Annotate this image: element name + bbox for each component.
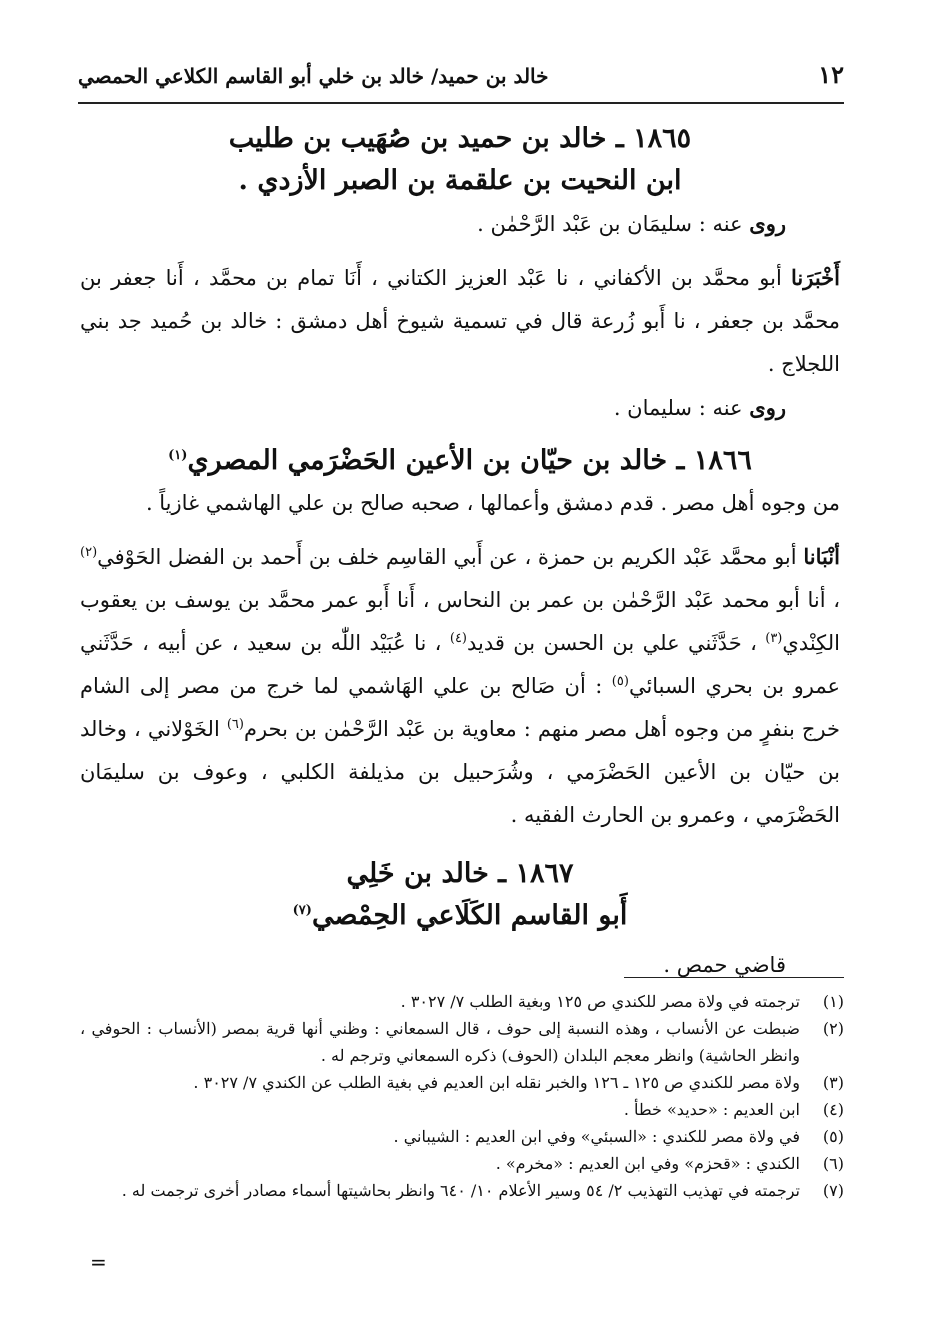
footnote <box>80 1015 844 1069</box>
footnote <box>80 988 844 1015</box>
entry-1867-text: قاضي حمص . <box>663 953 786 977</box>
isnad-label: أَخْبَرَنا <box>791 265 840 290</box>
narrated-label: روى <box>749 395 786 420</box>
page-number: ١٢ <box>818 60 844 89</box>
footnotes <box>80 988 844 1204</box>
footnote-ref: (٦) <box>226 717 244 732</box>
footnote-text: ترجمته في ولاة مصر للكندي ص ١٢٥ وبغية الطلب ٧/ ٣٠٢٧ . <box>400 992 800 1011</box>
entry-1866-title <box>80 440 840 482</box>
narrated-text: عنه : سليمان . <box>613 396 750 420</box>
narrated-text: عنه : سليمَان بن عَبْد الرَّحْمٰن . <box>477 212 750 236</box>
footnote-divider <box>624 977 844 978</box>
footnote-ref: (١) <box>168 448 188 463</box>
entry-1865-title-line1: ١٨٦٥ ـ خالد بن حميد بن صُهَيب بن طليب <box>228 123 692 154</box>
isnad-part: ، نا عُبَيْد اللّٰه بن سعيد ، عن أبيه ، حَدَّثَني عمرو بن بحري السبائي <box>80 631 841 698</box>
footnote-text: ترجمته في تهذيب التهذيب ٢/ ٥٤ وسير الأعلام ١٠/ ٦٤٠ وانظر بحاشيتها أسماء مصادر أخرى ترجمت له . <box>121 1181 800 1200</box>
isnad-part: ، حَدَّثَني علي بن الحسن بن قديد <box>467 631 766 655</box>
isnad-part: ، أنا أبو محمد عَبْد الرَّحْمٰن بن عمر بن النحاس ، أَنا أَبو عمر محمَّد بن يوسف بن يعقوب الكِنْدي <box>80 588 841 655</box>
isnad-text: أبو محمَّد بن الأكفاني ، نا عَبْد العزيز الكتاني ، أَنَا تمام بن محمَّد ، أَنا جعفر بن محمَّد بن جعفر ، نا أَبو زُرعة قال في تسمية شيوخ أهل دمشق : خالد بن حُميد جد بني اللجلاج . <box>80 266 840 376</box>
footnote-text: في ولاة مصر للكندي : «السبئي» وفي ابن العديم : الشيباني . <box>393 1127 800 1146</box>
footnote <box>80 1096 844 1123</box>
footnote-text: ولاة مصر للكندي ص ١٢٥ ـ ١٢٦ والخبر نقله ابن العديم في بغية الطلب عن الكندي ٧/ ٣٠٢٧ . <box>193 1073 800 1092</box>
footnote-number: (٥) <box>822 1127 844 1146</box>
isnad-part: أبو محمَّد عَبْد الكريم بن حمزة ، عن أَبي القاسِم خلف بن أَحمد بن الفضل الحَوْفي <box>97 545 804 569</box>
footnote <box>80 1069 844 1096</box>
footnote-ref: (٧) <box>292 903 312 918</box>
footnote-number: (١) <box>822 992 844 1011</box>
entry-1865-narrated-2 <box>80 386 786 430</box>
isnad-part: : أن صَالح بن علي الهَاشمي لما خرج من مصر إلى الشام خرج بنفرٍ من وجوه أهل مصر منهم : معاوية بن عَبْد الرَّحْمٰن بن بحرم <box>80 674 840 741</box>
footnote <box>80 1177 844 1204</box>
entry-1866-isnad <box>80 535 840 837</box>
footnote-ref: (٣) <box>765 631 783 646</box>
narrated-label: روى <box>749 211 786 236</box>
footnote-ref: (٤) <box>449 631 467 646</box>
footnote-number: (٢) <box>822 1019 844 1038</box>
footnote-text: الكندي : «قحزم» وفي ابن العديم : «مخرم» . <box>495 1154 800 1173</box>
footnote <box>80 1123 844 1150</box>
entry-1867-title-line1: ١٨٦٧ ـ خالد بن خَلِي <box>346 858 574 889</box>
footnote-number: (٦) <box>822 1154 844 1173</box>
footnote <box>80 1150 844 1177</box>
entry-1867-title-line2 <box>80 895 840 937</box>
footnote-text: ابن العديم : «حديد» خطأ . <box>623 1100 800 1119</box>
footnote-ref: (٢) <box>80 545 98 560</box>
entry-1866-title-text: ١٨٦٦ ـ خالد بن حيّان بن الأعين الحَضْرَمي المصري <box>187 445 752 476</box>
entry-1865-title-line2: ابن النحيت بن علقمة بن الصبر الأزدي . <box>238 165 682 196</box>
page-content <box>80 118 840 985</box>
isnad-part: الخَوْلاني ، وخالد بن حيّان بن الأعين الحَضْرَمي ، وشُرَحبيل بن مذيلفة الكلبي ، وعوف بن سليمَان الحَضْرَمي ، وعمرو بن الحارث الفقيه . <box>80 717 840 827</box>
margin-mark: = <box>90 1250 107 1274</box>
footnote-text: ضبطت عن الأنساب ، وهذه النسبة إلى حوف ، قال السمعاني : وظني أنها قرية بمصر (الأنساب : الحوفي ، وانظر الحاشية) وانظر معجم البلدان (الحوف) ذكره السمعاني وترجم له . <box>80 1019 800 1065</box>
isnad-label: أنْبَانا <box>803 544 840 569</box>
entry-1867-title-text: أَبو القاسم الكَلَاعي الحِمْصي <box>311 900 628 931</box>
entry-1866-intro: من وجوه أهل مصر . قدم دمشق وأعمالها ، صحبه صالح بن علي الهاشمي غازياً . <box>145 491 840 515</box>
footnote-ref: (٥) <box>611 674 629 689</box>
footnote-number: (٧) <box>822 1181 844 1200</box>
footnote-number: (٣) <box>822 1073 844 1092</box>
footnote-number: (٤) <box>822 1100 844 1119</box>
page-header <box>78 58 844 104</box>
running-title: خالد بن حميد/ خالد بن خلي أبو القاسم الكلاعي الحمصي <box>78 64 549 88</box>
entry-1865-narrated-1 <box>80 202 786 246</box>
entry-1865-isnad <box>80 256 840 386</box>
